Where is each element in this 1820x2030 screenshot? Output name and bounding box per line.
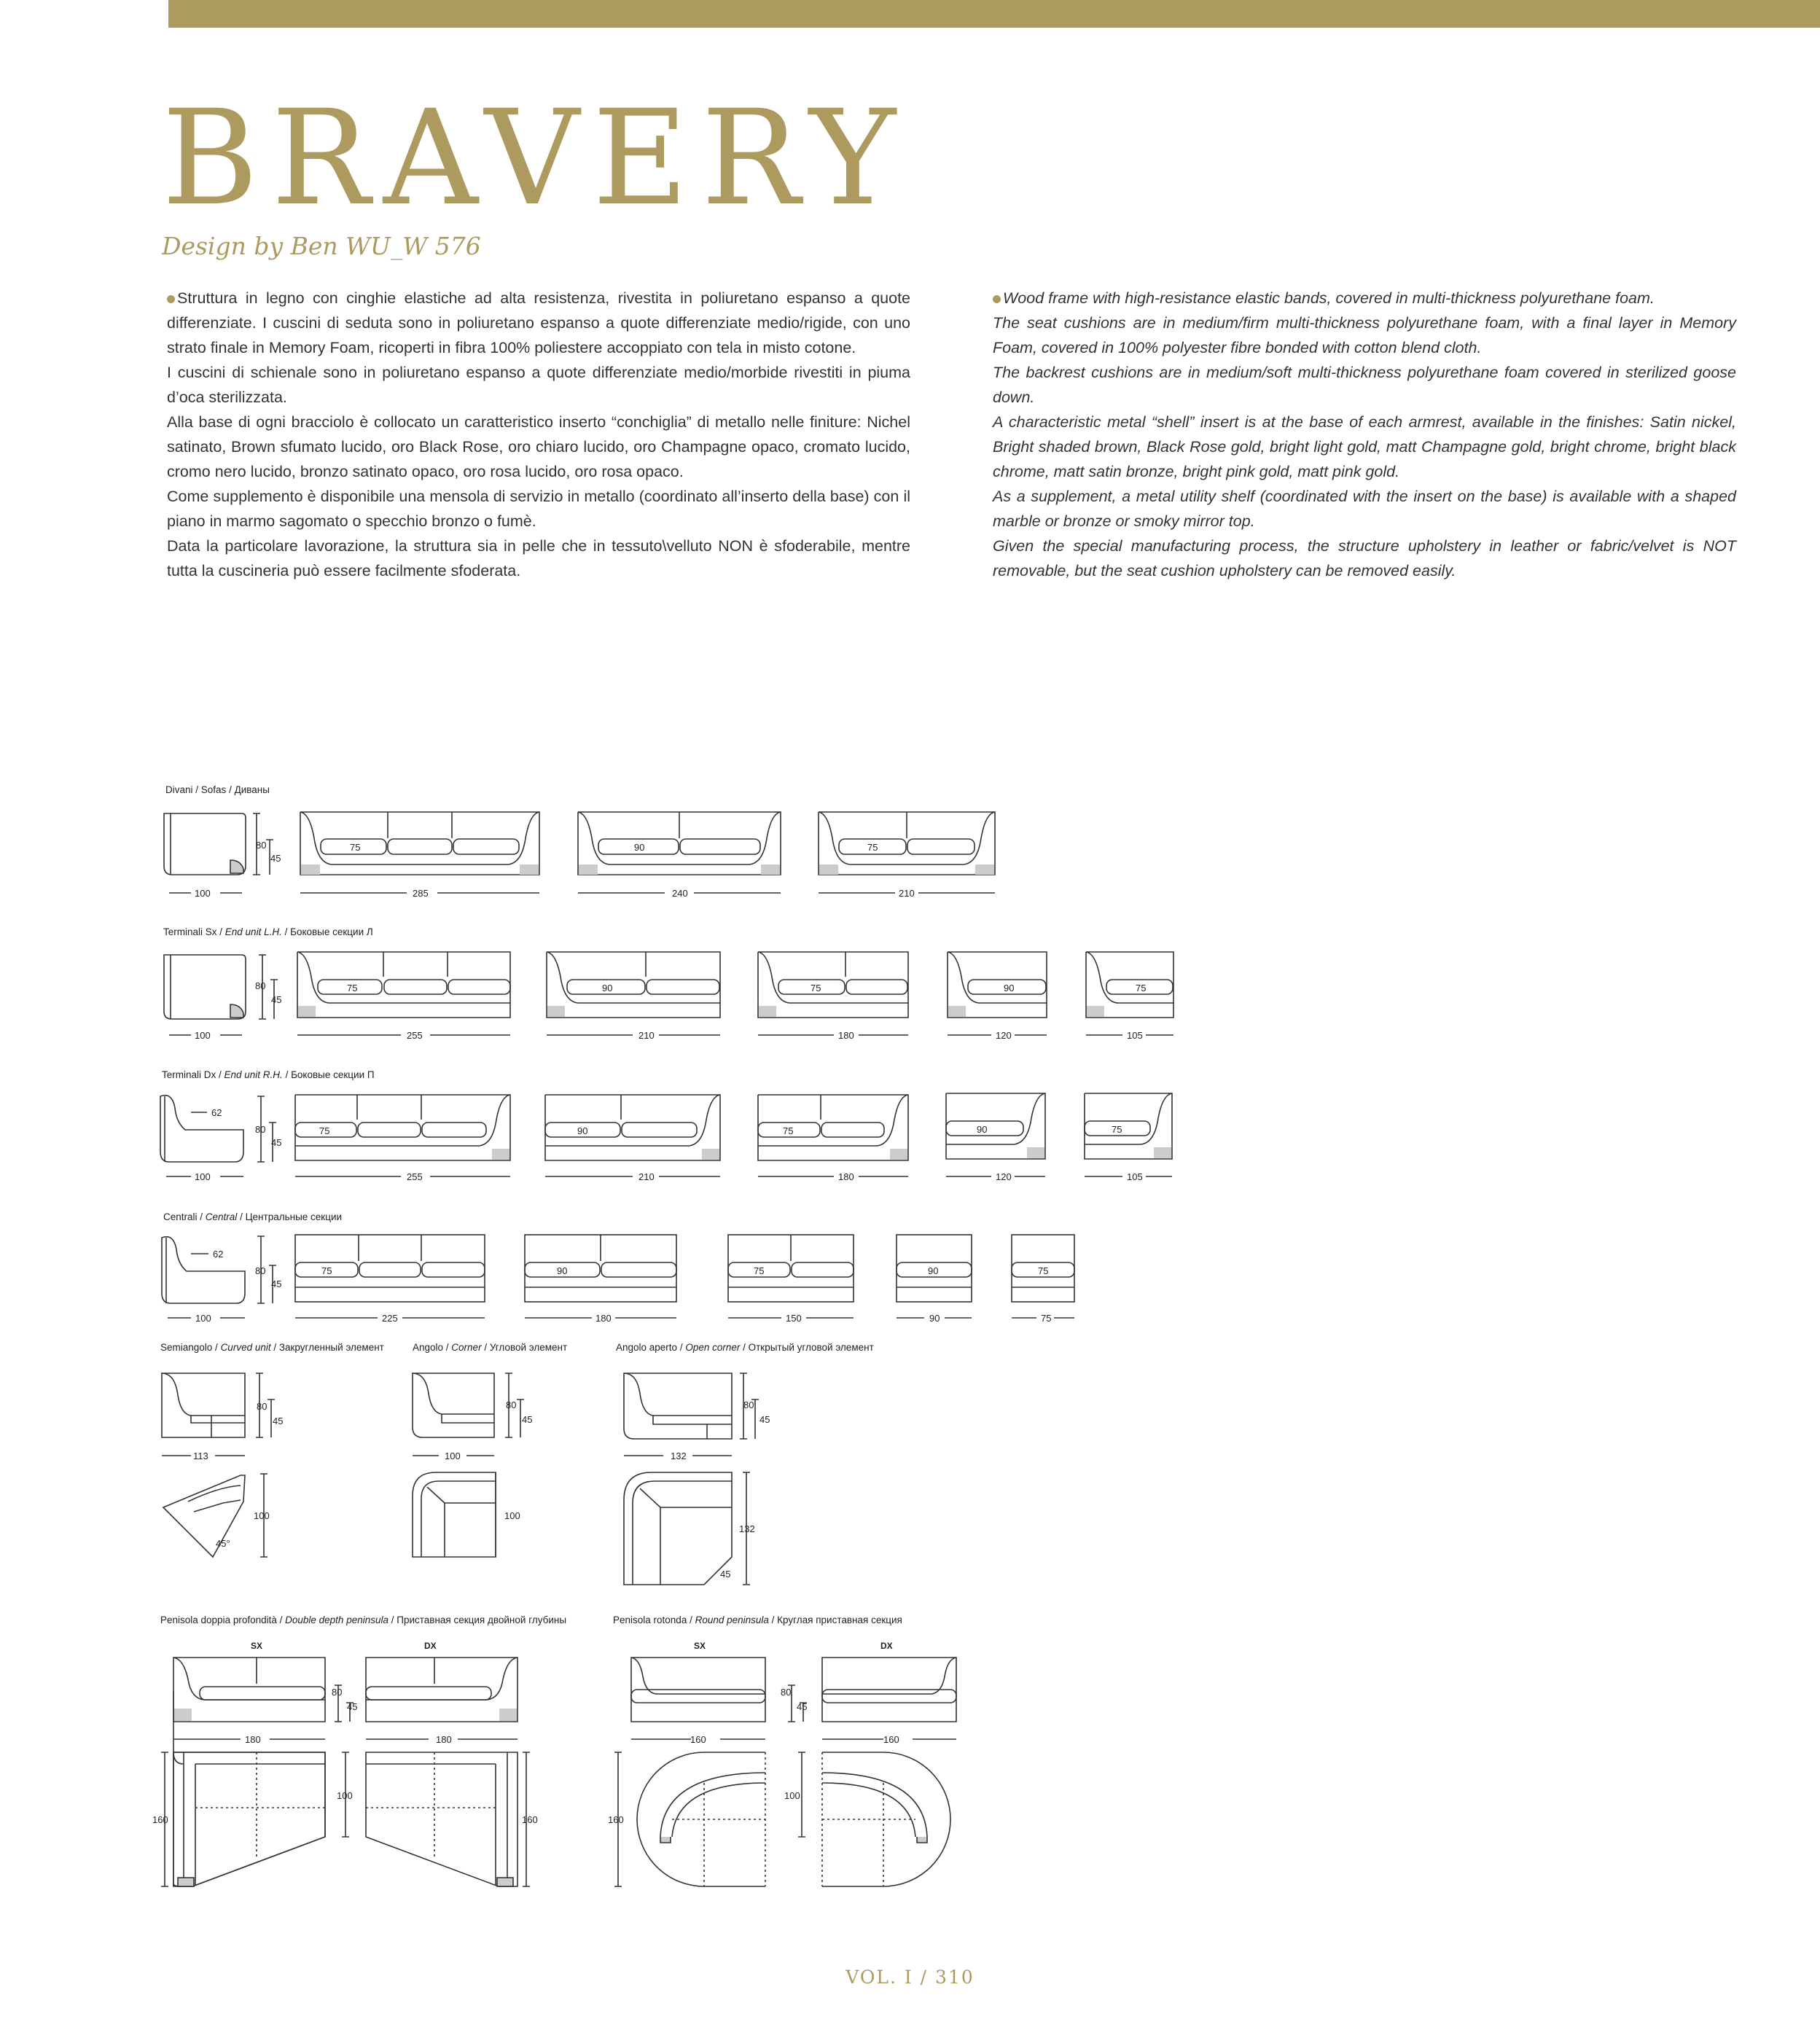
section-label-central: Centrali / Central / Центральные секции [163,1211,343,1222]
dim-height: 80 [506,1399,517,1410]
dim-height: 80 [781,1687,792,1698]
section-label-end-rh: Terminali Dx / End unit R.H. / Боковые секции П [162,1069,375,1080]
dim-seat: 45 [759,1414,770,1425]
dim-width: 160 [883,1734,899,1745]
cushion-width: 75 [867,842,878,853]
cushion-width: 75 [347,983,358,993]
sofa-width: 240 [672,888,688,899]
dim-height: 80 [255,980,266,991]
dim-height: 80 [257,1401,267,1412]
dim-height: 80 [332,1687,343,1698]
section-label-end-lh: Terminali Sx / End unit L.H. / Боковые секции Л [163,926,373,937]
side-profile [164,813,273,893]
cushion-width: 90 [577,1125,588,1136]
cushion-width: 90 [634,842,645,853]
label-sx: SX [694,1641,706,1651]
unit-width: 105 [1127,1030,1143,1041]
dim-seat: 45 [347,1701,358,1712]
end-rh-180 [758,1095,908,1176]
dim-seat: 45 [273,1416,284,1426]
desc-en-paragraph: The backrest cushions are in medium/soft multi-thickness polyurethane foam covered in sterilized goose down. [993,364,1736,406]
section-label-double-peninsula: Penisola doppia profondità / Double depth peninsula / Приставная секция двойной глубины [160,1615,567,1625]
dim-depth: 100 [195,1313,211,1324]
dim-seat: 45 [270,853,281,864]
unit-width: 210 [638,1171,655,1182]
unit-width: 225 [382,1313,398,1324]
desc-en-paragraph: The seat cushions are in medium/firm multi-thickness polyurethane foam, with a final layer in Memory Foam, covered in 100% polyester fibre bonded with cotton blend cloth. [993,314,1736,356]
unit-width: 150 [786,1313,802,1324]
dim-plan-depth: 160 [522,1814,538,1825]
sofas-group [164,812,995,899]
cushion-width: 90 [928,1265,939,1276]
page-footer: VOL. I / 310 [845,1967,975,1988]
desc-it-paragraph: Struttura in legno con cinghie elastiche ad alta resistenza, rivestita in poliuretano espanso a quote differenziate. I cuscini di seduta sono in poliuretano espanso a quote differenziate medio/rigide, con uno strato finale in Memory Foam, ricoperti in fibra 100% poliestere accoppiato con tela in misto cotone. [167,289,910,356]
dim-seat: 45 [797,1701,808,1712]
dim-angle: 45° [216,1538,230,1549]
dim-plan: 100 [254,1510,270,1521]
cushion-width: 75 [1136,983,1147,993]
desc-en-paragraph: A characteristic metal “shell” insert is at the base of each armrest, available in the finishes: Satin nickel, Bright shaded brown, Black Rose gold, bright light gold, matt Champagne gold, bright chrome, bright black chrome, matt satin bronze, bright pink gold, matt pink gold. [993,413,1736,480]
dim-seat: 45 [522,1414,533,1425]
unit-width: 255 [407,1030,423,1041]
desc-it-paragraph: Alla base di ogni bracciolo è collocato un caratteristico inserto “conchiglia” di metallo nelle finiture: Nichel satinato, Brown sfumato lucido, oro Black Rose, oro chiaro lucido, oro Champagne opaco, cromato lucido, cromo nero lucido, bronzo satinato opaco, oro rosa lucido, oro rosa opaco. [167,413,910,480]
desc-it-paragraph: I cuscini di schienale sono in poliuretano espanso a quote differenziate medio/morbide rivestiti in piuma d’oca sterilizzata. [167,364,910,406]
unit-width: 210 [638,1030,655,1041]
cushion-width: 90 [1004,983,1015,993]
end-lh-group [164,952,1173,1041]
label-dx: DX [880,1641,893,1651]
dim-seat: 45 [271,1278,282,1289]
dim-plan-depth: 160 [152,1814,168,1825]
cushion-width: 75 [811,983,821,993]
dim-cut: 45 [720,1569,731,1580]
dim-back: 62 [213,1249,224,1260]
dim-height: 80 [255,1124,266,1135]
unit-width: 180 [838,1030,854,1041]
end-rh-210 [545,1095,720,1176]
cushion-width: 90 [602,983,613,993]
dim-width: 180 [245,1734,261,1745]
dim-back: 62 [211,1107,222,1118]
dim-plan: 100 [504,1510,520,1521]
dim-plan-mid: 100 [784,1790,800,1801]
designer-subtitle: Design by Ben WU_W 576 [162,232,481,260]
unit-width: 120 [996,1030,1012,1041]
desc-en-paragraph: As a supplement, a metal utility shelf (coordinated with the insert on the base) is available with a shaped marble or bronze or smoky mirror top. [993,488,1736,530]
unit-width: 180 [838,1171,854,1182]
unit-width: 105 [1127,1171,1143,1182]
desc-en-paragraph: Wood frame with high-resistance elastic bands, covered in multi-thickness polyurethane foam. [993,286,1736,311]
central-150 [728,1235,854,1318]
unit-width: 75 [1041,1313,1052,1324]
desc-it-paragraph: Come supplemento è disponibile una mensola di servizio in metallo (coordinato all’inserto della base) con il piano in marmo sagomato o specchio bronzo o fumè. [167,488,910,530]
cushion-width: 75 [1112,1124,1122,1135]
sofa-240 [578,812,781,893]
sofa-285 [300,812,539,893]
end-rh-group [160,1093,1172,1182]
cushion-width: 75 [1038,1265,1049,1276]
section-label-corner: Angolo / Corner / Угловой элемент [413,1342,568,1353]
cushion-width: 90 [557,1265,568,1276]
end-lh-210 [547,952,720,1035]
cushion-width: 75 [754,1265,765,1276]
end-rh-105 [1085,1093,1172,1176]
desc-en-paragraph: Given the special manufacturing process, the structure upholstery in leather or fabric/velvet is NOT removable, but the seat cushion upholstery can be removed easily. [993,537,1736,579]
side-profile [164,955,278,1035]
unit-width: 90 [929,1313,940,1324]
dim-seat: 45 [271,1137,282,1148]
unit-width: 255 [407,1171,423,1182]
section-label-curved: Semiangolo / Curved unit / Закругленный элемент [160,1342,384,1353]
section-label-sofas: Divani / Sofas / Диваны [165,784,270,795]
central-225 [295,1235,485,1318]
dim-plan-depth: 160 [608,1814,624,1825]
dim-depth: 100 [195,1030,211,1041]
sofa-width: 210 [899,888,915,899]
desc-it-paragraph: Data la particolare lavorazione, la struttura sia in pelle che in tessuto\velluto NON è sfoderabile, mentre tutta la cuscineria può essere facilmente sfoderata. [167,537,910,579]
double-peninsula-group [161,1658,530,1886]
open-corner-group [624,1373,759,1585]
dim-seat: 45 [271,994,282,1005]
dim-plan: 132 [739,1523,755,1534]
dim-depth: 100 [445,1451,461,1461]
product-title: BRAVERY [162,82,910,235]
end-rh-120 [946,1093,1045,1176]
cushion-width: 75 [783,1125,794,1136]
end-lh-180 [758,952,908,1035]
sofa-width: 285 [413,888,429,899]
cushion-width: 75 [319,1125,330,1136]
central-75 [1012,1235,1074,1318]
end-lh-120 [948,952,1047,1035]
label-dx: DX [424,1641,437,1651]
end-lh-105 [1086,952,1173,1035]
central-group [162,1235,1074,1324]
cushion-width: 75 [321,1265,332,1276]
dim-depth: 100 [195,888,211,899]
dim-height: 80 [256,840,267,851]
label-sx: SX [251,1641,263,1651]
dim-height: 80 [255,1265,266,1276]
section-label-open-corner: Angolo aperto / Open corner / Открытый угловой элемент [616,1342,874,1353]
dim-plan-mid: 100 [337,1790,353,1801]
end-lh-255 [297,952,510,1035]
dim-depth: 132 [671,1451,687,1461]
dim-width: 160 [690,1734,706,1745]
dim-width: 180 [436,1734,452,1745]
unit-width: 120 [996,1171,1012,1182]
dim-depth: 100 [195,1171,211,1182]
central-180 [525,1235,676,1318]
unit-width: 180 [595,1313,612,1324]
section-label-round-peninsula: Penisola rotonda / Round peninsula / Круглая приставная секция [613,1615,902,1625]
dim-height: 80 [743,1399,754,1410]
cushion-width: 75 [350,842,361,853]
dim-depth: 113 [193,1451,208,1461]
cushion-width: 90 [977,1124,988,1135]
central-90 [897,1235,972,1318]
sofa-210 [819,812,995,893]
